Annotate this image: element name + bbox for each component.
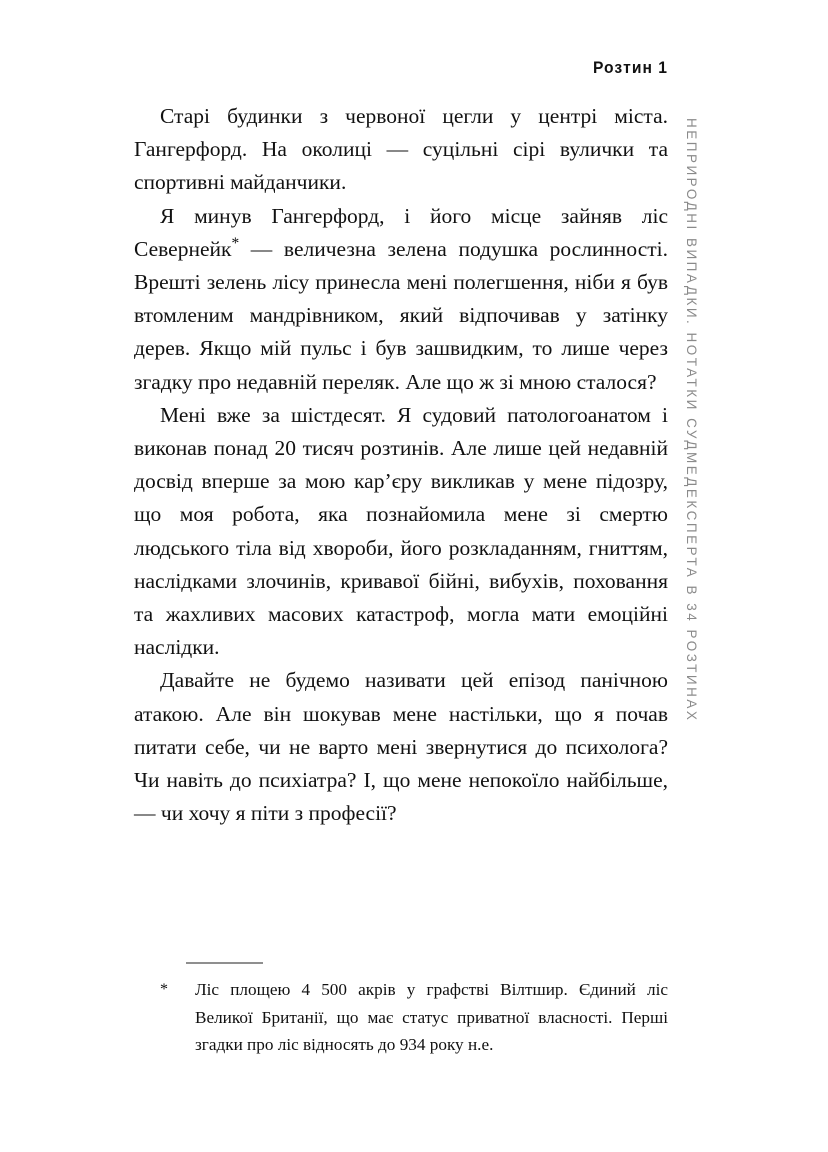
paragraph: Старі будинки з червоної цегли у центрі міста. Гангерфорд. На околиці — суцільні сірі вулички та спортивні майданчики. (134, 104, 668, 195)
footnote-text: Ліс площею 4 500 акрів у графстві Вілтшир. Єдиний ліс Великої Британії, що має статус приватної власності. Перші згадки про ліс відносять до 934 року н.е. (195, 980, 668, 1054)
spine-running-title: НЕПРИРОДНІ ВИПАДКИ. НОТАТКИ СУДМЕДЕКСПЕРТА В 34 РОЗТИНАХ (684, 118, 699, 723)
paragraph-text: Я минув Гангерфорд, і його місце зайняв ліс Севернейк (134, 203, 668, 261)
paragraph: Давайте не будемо називати цей епізод панічною атакою. Але він шокував мене настільки, що я почав питати себе, чи не варто мені звернутися до психолога? Чи навіть до психіатра? І, що мене непокоїло найбільше, — чи хочу я піти з професії? (134, 668, 668, 826)
footnote-reference-marker[interactable]: * (231, 234, 240, 252)
paragraph-text-continued: — величезна зелена подушка рослинності. Врешті зелень лісу принесла мені полегшення, ніби я був втомленим мандрівником, який відпочивав у затінку дерев. Якщо мій пульс і був зашвидким, то лише через згадку про недавній переляк. Але що ж зі мною сталося? (134, 236, 668, 394)
footnote-block (134, 962, 668, 1059)
footnote-body (134, 962, 668, 1059)
paragraph (134, 200, 668, 399)
running-head: Розтин 1 (592, 58, 668, 77)
paragraph: Мені вже за шістдесят. Я судовий патологоанатом і виконав понад 20 тисяч розтинів. Але лише цей недавній досвід вперше за мою кар’єру викликав у мене підозру, що моя робота, яка познайомила мене зі смертю людського тіла від хвороби, його розкладанням, гниттям, наслідками злочинів, кривавої бійні, вибухів, поховання та жахливих масових катастроф, могла мати емоційні наслідки. (134, 402, 668, 660)
body-text-column (134, 100, 668, 830)
footnote-marker: * (160, 981, 168, 998)
